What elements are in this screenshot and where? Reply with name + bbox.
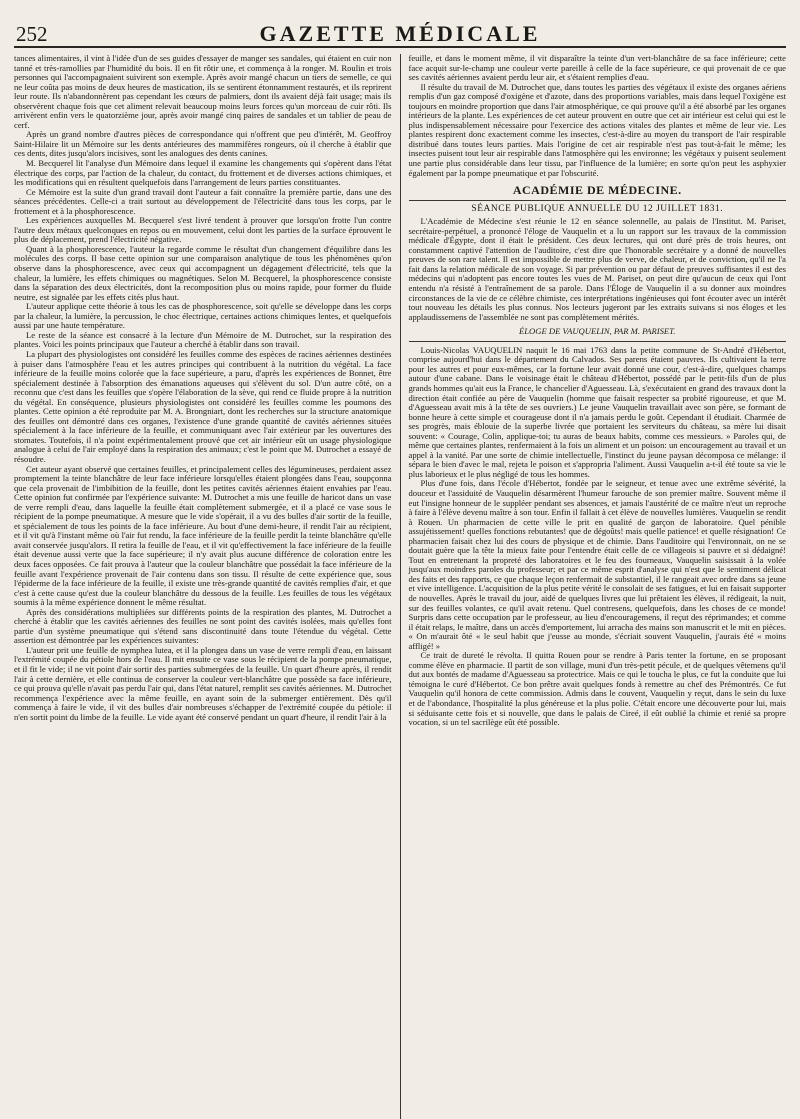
paragraph: Après des considérations multipliées sur différents points de la respiration des plantes, M. Dutrochet a cherché à établir que les cavités aériennes des feuilles ne sont point des cavités isolées, mais qu'elles font partie d'un système pneumatique qui s'étend sans discontinuité dans toute l'étendue du végétal. Cette assertion est démontrée par les expériences suivantes: [14, 606, 392, 646]
paragraph: Louis-Nicolas VAUQUELIN naquit le 16 mai 1763 dans la petite commune de St-André d'Hébertot, comprise aujourd'hui dans le département du Calvados. Ses parens étaient pauvres. Ils cultivaient la terre pour les autres et pour eux-mêmes, car la fortune leur avait donné une cour, c'est-à-dire, quelques champs autour d'une cabane. Dans le voisinage était le château d'Hébertot, possédé par le petit-fils d'un de plus grands hommes qu'ait eus la France, le chancelier d'Aguesseau. Là, s'exécutaient en grand des travaux dont la direction était confiée au père de Vauquelin (homme que faisait respecter sa probité rigoureuse, et que M. d'Aguesseau avait mis à la tête de ses ouvriers.) Le jeune Vauquelin travaillait avec son père, se formant de bonne heure à cette simple et courageuse dont il n'a jamais perdu le goût. Cependant il étudiait. Charmée de ses progrès, mais éblouie de la superbe livrée que portaient les serviteurs du château, sa mère lui disait souvent: « Courage, Colin, applique-toi; tu auras de beaux habits, comme ces messieurs. » Paroles qui, de même que certaines plantes, renfermaient à la fois un aliment et un poison: un encouragement au travail et un appel à la vanité. Par une sorte de chimie intellectuelle, l'instinct du jeune paysan décomposa ce mélange: il sépara le bien d'avec le mal, rejeta le poison et s'appropria l'aliment. Aussi Vauquelin a-t-il été toute sa vie le plus laborieux et le plus négligé de tous les hommes. [408, 344, 786, 479]
right-column [400, 54, 787, 1119]
paragraph: Quant à la phosphorescence, l'auteur la regarde comme le résultat d'un changement d'équilibre dans les molécules des corps. Il base cette opinion sur une comparaison analytique de tous les phénomènes qu'on observe dans la phosphorescence, avec ceux qui accompagnent un dégagement d'électricité, tels que la chaleur, la lumière, les effets chimiques ou magnétiques. Selon M. Becquerel, la phosphorescence consiste dans la séparation des deux électricités, dont la recomposition plus ou moins rapide, pour former du fluide neutre, est signalée par les effets cités plus haut. [14, 243, 392, 302]
paragraph: feuille, et dans le moment même, il vit disparaître la teinte d'un vert-blanchâtre de sa face inférieure; cette face acquit sur-le-champ une couleur verte pareille à celle de la face supérieure, ce qui provenait de ce que ses cavités aériennes avaient perdu leur air, et s'étaient remplies d'eau. [408, 54, 786, 83]
paragraph: Cet auteur ayant observé que certaines feuilles, et principalement celles des légumineuses, perdaient assez promptement la teinte blanchâtre de leur face inférieure lorsqu'elles étaient plongées dans l'eau, soupçonna que cela provenait de l'imbibition de la feuille, dont les petites cavités aériennes étaient envahies par l'eau. Cette opinion fut confirmée par l'expérience suivante: M. Dutrochet a mis une feuille de haricot dans un vase de verre rempli d'eau, dans laquelle la feuille était complètement submergée, et il a placé ce vase sous le récipient de la pompe pneumatique. A mesure que le vide s'opérait, il a vu des bulles d'air sortir de la feuille, et spécialement de tous les points de la face inférieure. Au bout d'une demi-heure, il rendit l'air au récipient, et il vit qu'à l'instant même où l'air fut rendu, la face inférieure de la feuille perdit la teinte blanchâtre qu'elle avait conservée jusqu'alors. Il retira la feuille de l'eau, et il vit qu'effectivement la face inférieure de la feuille était devenue aussi verte que la face supérieure; il n'y avait plus aucune différence de coloration entre les deux faces opposées. Ce fait prouva à l'auteur que la couleur blanchâtre que possédait la face inférieure de la feuille avant l'expérience provenait de l'air contenu dans son tissu. Il résulte de cette expérience que, sous l'épiderme de la face inférieure de la feuille, il existe une très-grande quantité de cavités remplies d'air, et que c'est à cette cause qu'est due la couleur blanchâtre du dessous de la feuille. Les feuilles de tous les végétaux soumis à la même expérience donnent le même résultat. [14, 463, 392, 608]
paragraph: L'Académie de Médecine s'est réunie le 12 en séance solennelle, au palais de l'Institut. M. Pariset, secrétaire-perpétuel, a prononcé l'éloge de Vauquelin et a lu un rapport sur les travaux de la commission médicale d'Égypte, dont il était le président. Ces deux lectures, qui ont duré près de trois heures, ont constamment captivé l'attention de l'auditoire, c'est dire que l'honorable secrétaire y a donné de nouvelles preuves de son rare talent. Il est impossible de mettre plus de verve, de chaleur, et de conviction, qu'il ne l'a fait dans la relation médicale de son voyage. Si par prévention ou par défaut de preuves suffisantes il est des médecins qui n'adoptent pas encore toutes les vues de M. Pariset, on peut dire qu'aucun de ceux qui l'ont entendu n'a résisté à l'entraînement de sa parole. Dans l'Éloge de Vauquelin il a su donner aux moindres circonstances de la vie de ce célèbre chimiste, ces interprétations ingénieuses qui font écouter avec un intérêt tout nouveau les détails les plus connus. Nos lecteurs jugeront par les extraits suivans si nos éloges et les applaudissemens de l'assemblée ne sont pas complètement mérités. [408, 216, 786, 322]
session-heading: SÉANCE PUBLIQUE ANNUELLE DU 12 JUILLET 1831. [471, 203, 724, 214]
paragraph: Ce Mémoire est la suite d'un grand travail dont l'auteur a fait connaître la première partie, dans une des séances précédentes. Celle-ci a trait surtout au développement de l'électricité dans tous les corps, par le frottement et à la phosphorescence. [14, 186, 392, 216]
paragraph: Le reste de la séance est consacré à la lecture d'un Mémoire de M. Dutrochet, sur la respiration des plantes. Voici les points principaux que l'auteur a cherché à établir dans son travail. [14, 329, 392, 350]
paragraph: tances alimentaires, il vint à l'idée d'un de ses guides d'essayer de manger ses sandales, qui étaient en cuir non tanné et très-ramollies par l'humidité du bois. Il en fit rôtir une, et commença à la ronger. M. Roulin et trois personnes qui l'accompagnaient suivirent son exemple. Après avoir mangé chacun un tiers de semelle, ce qui ne leur coûta pas moins de deux heures de mastication, ils se sentirent étonnamment restaurés, et ils reprirent leur route. Ils n'abandonnèrent pas cependant les cœurs de palmiers, dont ils avaient déjà fait usage; mais ils observèrent chaque fois que cet aliment relevait beaucoup moins leurs forces qu'un morceau de cuir rôti. Ils arrivèrent enfin vers le quatorzième jour, après avoir mangé cinq paires de sandales et un tablier de peau de cerf. [14, 54, 392, 130]
paragraph: Il résulte du travail de M. Dutrochet que, dans toutes les parties des végétaux il existe des organes aériens remplis d'un gaz composé d'oxigène et d'azote, dans des proportions variables, mais dans lequel l'oxigène est toujours en moindre proportion que dans l'air atmosphérique, ce qui prouve qu'il a été absorbé par les organes intérieurs de la plante. Les expériences de cet auteur prouvent en outre que cet air intérieur est celui qui est le plus indispensablement nécessaire pour l'exercice des actions vitales des plantes et même de leur vie. Les plantes respirent donc exactement comme les insectes, c'est-à-dire au moyen du transport de l'air respirable distribué dans toutes leurs parties. Mais l'origine de cet air respirable n'est pas tout-à-fait le même; les insectes puisent tout leur air respirable dans l'atmosphère qui les environne; les végétaux y puisent seulement une partie plus considérable dans leur tissu, par l'influence de la lumière; en sorte qu'on peut les asphyxier également par la pompe pneumatique et par l'obscurité. [408, 81, 786, 178]
paragraph: L'auteur prit une feuille de nymphea lutea, et il la plongea dans un vase de verre rempli d'eau, en laissant l'extrémité coupée du pétiole hors de l'eau. Il mit ensuite ce vase sous le récipient de la pompe pneumatique, et il fit le vide; il ne vit point d'air sortir des parties submergées de la feuille. Un quart d'heure après, il rendit l'air à cette dernière, et elle continua de conserver la couleur vert-blanchâtre que possède sa face inférieure, ce qui prouva qu'elle n'avait pas perdu l'air qui, dans l'état naturel, remplit ses cavités aériennes. M. Dutrochet recommença l'expérience avec la même feuille, en ayant soin de la submerger entièrement. Dès qu'il commença à faire le vide, il vit des bulles d'air nombreuses s'échapper de l'extrémité coupée du pétiole: il n'en sortit point du limbe de la feuille. Le vide ayant été conservé pendant un quart d'heure, il rendit l'air à la [14, 644, 392, 722]
paragraph: Ce trait de dureté le révolta. Il quitta Rouen pour se rendre à Paris tenter la fortune, en se proposant comme élève en pharmacie. Il partit de son village, muni d'un très-petit pécule, et de quelques vêtemens qu'il dut aux bontés de madame d'Aguesseau sa protectrice. Mais ce qui le toucha le plus, ce fut la conduite que lui témoigna le curé d'Hébertot. Ce bon prêtre avait quelques fonds à remettre au chef des Prémontrés. Ce fut Vauquelin qu'il honora de cette commission. Admis dans le couvent, Vauquelin y reçut, dans le sein du luxe et de l'abondance, l'hospitalité la plus généreuse et la plus polie. C'était encore une découverte pour lui, mais si séduisante cette fois et si nouvelle, que dans le palais de Cireé, il eût oublié la chimie et renié sa propre vocation, si un tel sacrilège eût été possible. [408, 650, 786, 728]
paragraph: L'auteur applique cette théorie à tous les cas de phosphorescence, soit qu'elle se développe dans les corps par la chaleur, la lumière, la percussion, le choc électrique, certaines actions chimiques lentes, et quelquefois aussi par une haute température. [14, 301, 392, 331]
divider [409, 341, 787, 342]
paragraph: La plupart des physiologistes ont considéré les feuilles comme des espèces de racines aériennes destinées à puiser dans l'atmosphère l'eau et les autres principes qui contribuent à la nutrition du végétal. La face inférieure de la feuille moins colorée que la face supérieure, a paru, d'après les expériences de Bonnet, être spécialement destinée à l'absorption des émanations aqueuses qui s'élèvent du sol. D'un autre côté, on a reconnu que c'est dans les feuilles que s'opère l'élaboration de la sève, qui rend ce fluide propre à la nutrition du végétal. En conséquence, plusieurs physiologistes ont considéré les feuilles comme les poumons des plantes. Cette opinion a été reproduite par M. A. Brongniart, dont les recherches sur la structure anatomique des feuilles ont démontré dans ces organes, l'existence d'une grande quantité de cavités aériennes situées spécialement à la face inférieure de la feuille, et communiquant avec l'air extérieur par les ouvertures des stomates. Toutefois, il n'a point expérimentalement prouvé que cet air intérieur eût un usage physiologique analogue à celui de l'air employé dans la respiration des animaux; c'est le point que M. Dutrochet a essayé de résoudre. [14, 348, 392, 464]
masthead-title: GAZETTE MÉDICALE [259, 21, 541, 46]
page-number: 252 [16, 22, 48, 46]
paragraph: M. Becquerel lit l'analyse d'un Mémoire dans lequel il examine les changements qui s'opèrent dans l'état électrique des corps, par l'action de la chaleur, du contact, du frottement et de diverses actions chimiques, et les modifications qui en résultent quelquefois dans l'arrangement de leurs parties constituantes. [14, 158, 392, 188]
section-heading: ACADÉMIE DE MÉDECINE. [512, 183, 682, 198]
paragraph: Les expériences auxquelles M. Becquerel s'est livré tendent à prouver que lorsqu'on frotte l'un contre l'autre deux métaux quelconques en repos ou en mouvement, celui dont les parties de la surface éprouvent le plus de déplacement, prend l'électricité négative. [14, 215, 392, 245]
divider [409, 200, 787, 201]
eloge-heading: ÉLOGE DE VAUQUELIN, PAR M. PARISET. [519, 326, 676, 337]
left-column [14, 54, 400, 1119]
text-columns [14, 54, 786, 1119]
page-header [14, 18, 786, 48]
paragraph: Plus d'une fois, dans l'école d'Hébertot, fondée par le seigneur, et tenue avec une extrême sévérité, la douceur et l'assiduité de Vauquelin désarmèrent l'humeur farouche de son premier maître. Souvent même il eut l'insigne honneur de le suppléer pendant ses absences, et jamais l'austérité de ce maître n'eut un reproche à faire à l'élève devenu maître à son tour. Enfin il fallait à cet élève de nouvelles lumières. Vauquelin se rendit à Rouen. Un pharmacien de cette ville le prit en qualité de garçon de laboratoire. Quel pénible assujétissement! quelles fonctions rebutantes! que de dégoûts! mais quelle patience! et quelle résignation! Ce pharmacien faisait chez lui des cours de physique et de chimie. Dans l'auditoire qui l'environnait, on ne se doutait guère que la tête la mieux faite pour l'entendre était celle de ce villageois si pauvre et si dédaigné! Tout en entretenant la propreté des laboratoires et le feu des fourneaux, Vauquelin saisissait à la volée jusqu'aux moindres paroles du professeur; et par ce même esprit d'analyse qui n'est que le sentiment délicat des faits et des rapports, ce que chaque leçon renfermait de substantiel, il le rangeait avec ordre dans sa jeune et vive intelligence. L'acquisition de la plus petite vérité le consolait de ses fatigues, et lui en faisait supporter de nouvelles. Après le travail du jour, aidé de quelques livres que lui prêtaient les élèves, il rédigeait, la nuit, sur des feuilles volantes, ce qu'il avait retenu. Quel contresens, quelquefois, dans les choses de ce monde! Surpris dans cette occupation par le professeur, au lieu d'encouragemens, il reçut des réprimandes; et comme il était relaps, le maître, dans un accès d'emportement, lui arracha des mains son manuscrit et le mit en pièces. « On m'aurait ôté « le seul habit que j'eusse au monde, s'écriait souvent Vauquelin, j'aurais été « moins affligé! » [408, 478, 786, 651]
paragraph: Après un grand nombre d'autres pièces de correspondance qui n'offrent que peu d'intérêt, M. Geoffroy Saint-Hilaire lit un Mémoire sur les dents antérieures des mammifères rongeurs, où il cherche à établir que ces dents, dites jusqu'alors incisives, sont les analogues des dents canines. [14, 129, 392, 159]
